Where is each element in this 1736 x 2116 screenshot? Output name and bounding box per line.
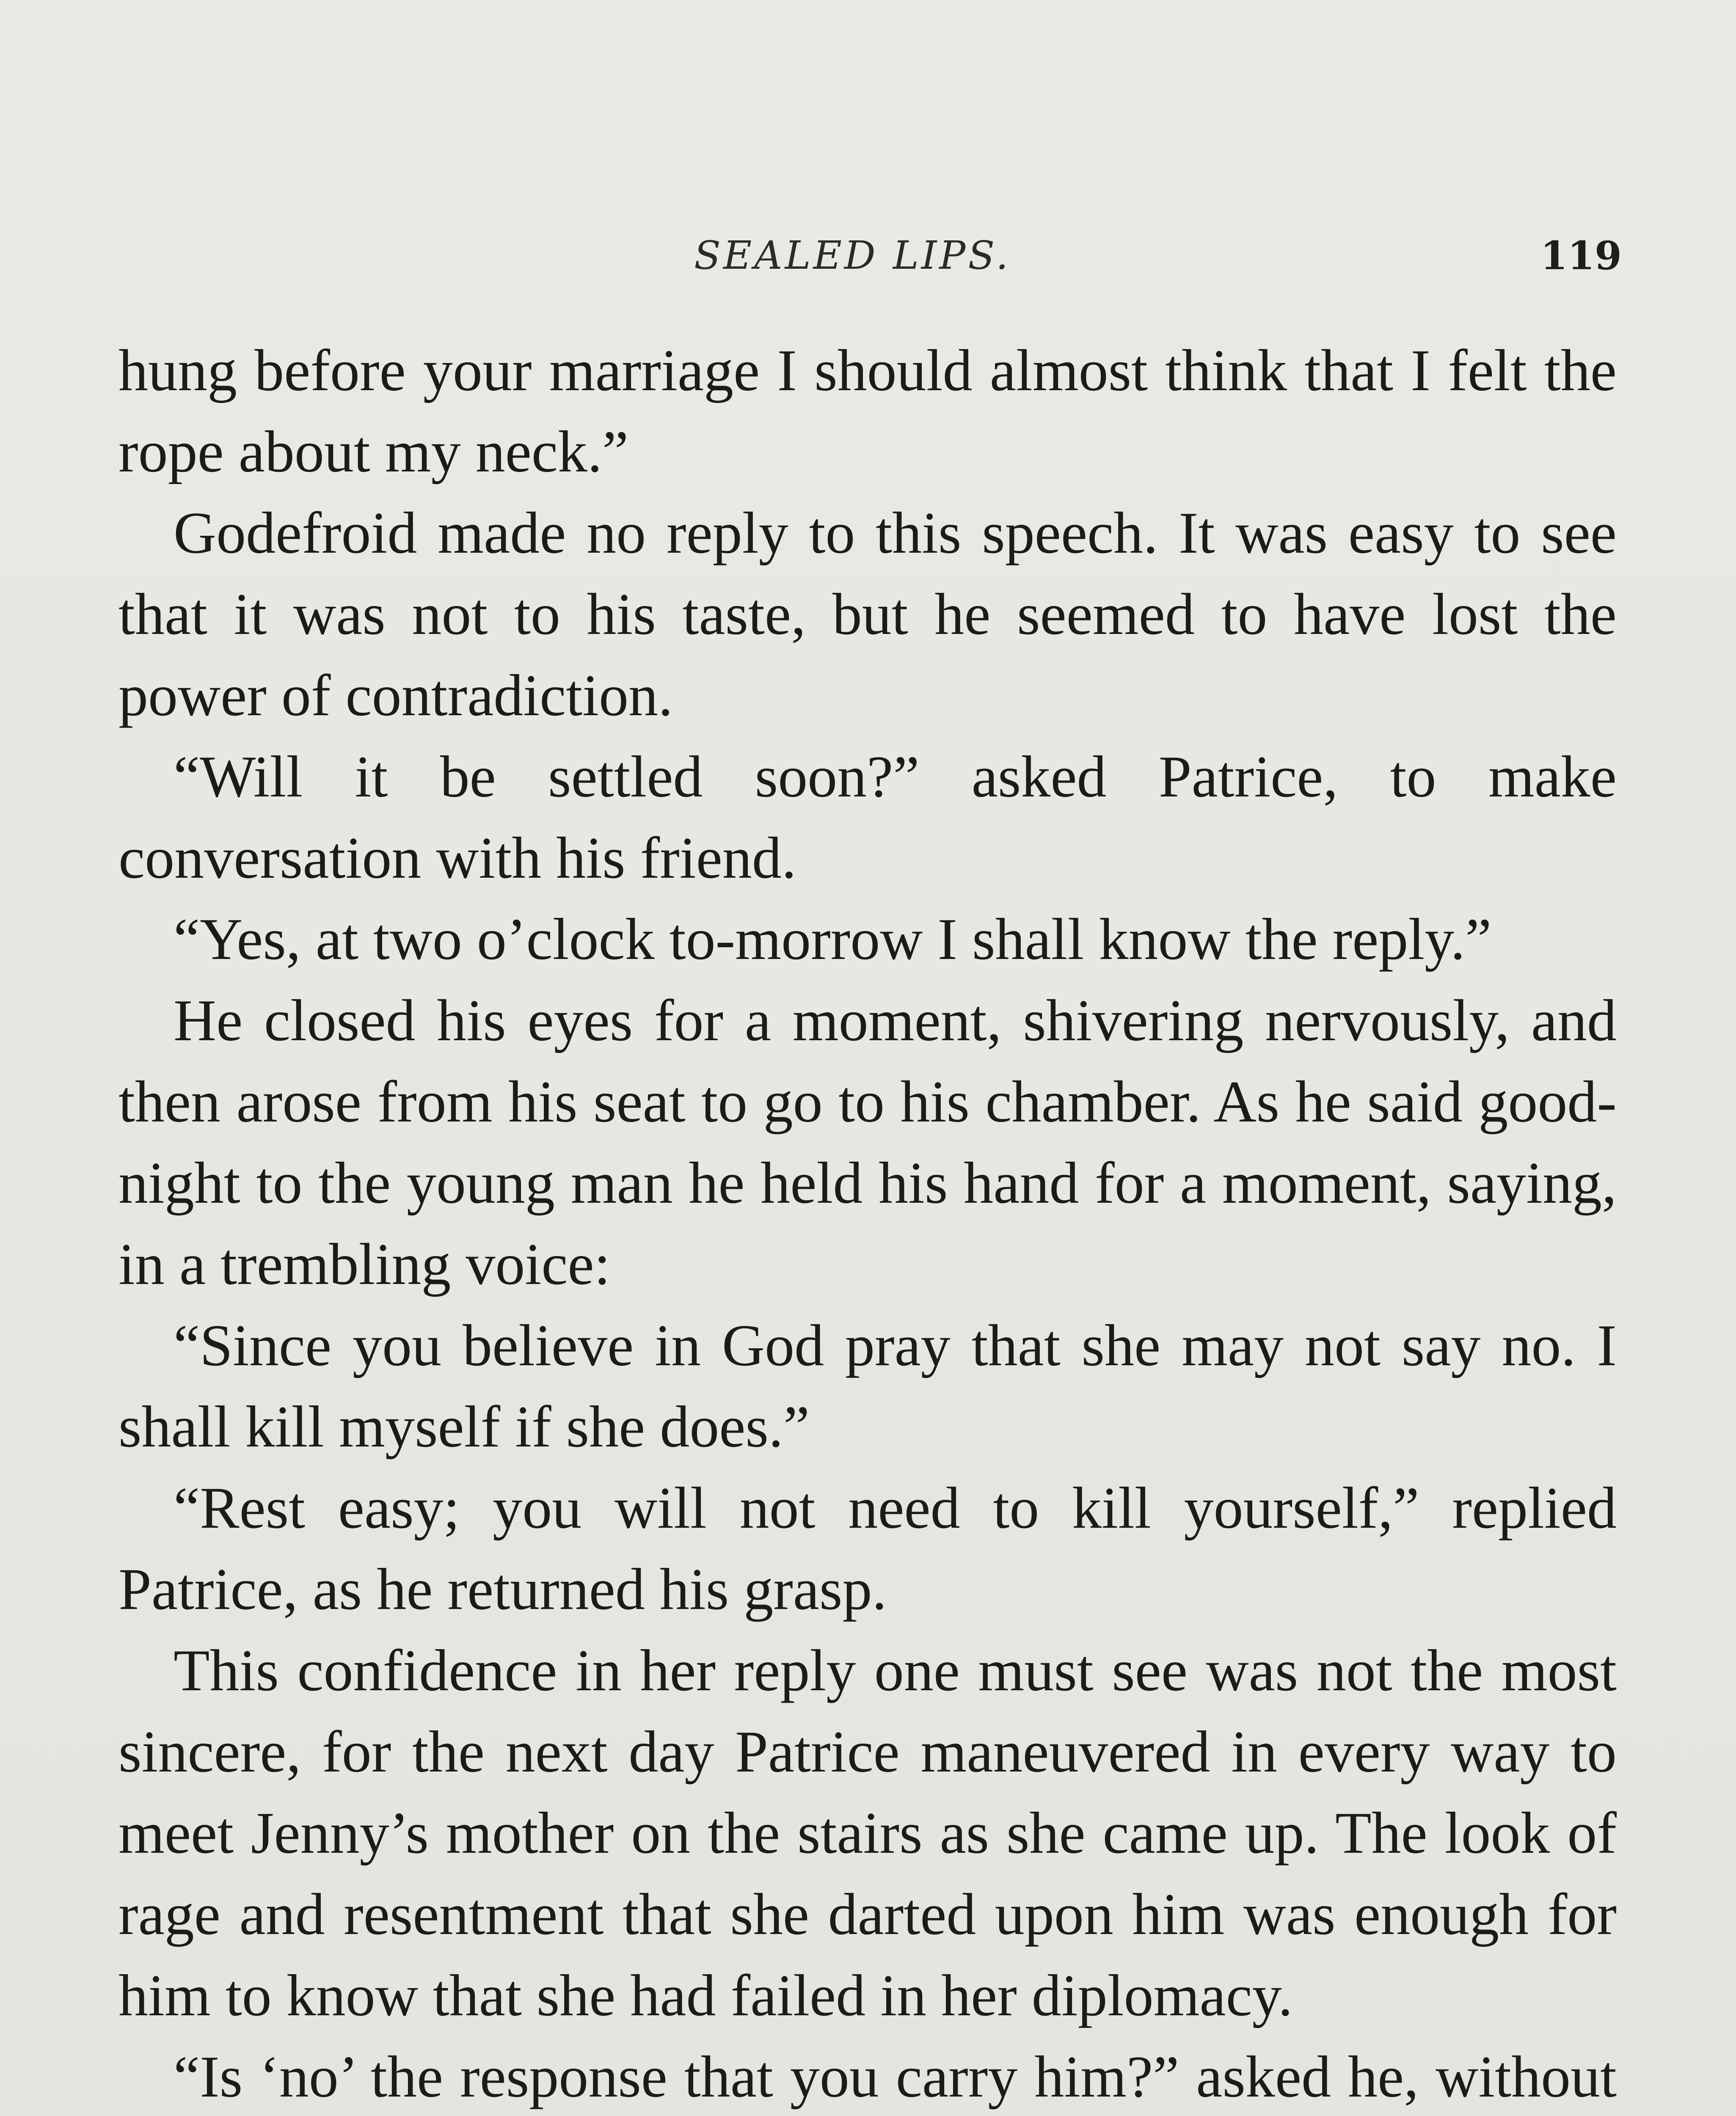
body-text xyxy=(118,330,1617,2116)
page-number: 119 xyxy=(1540,233,1622,278)
running-title: SEALED LIPS. xyxy=(694,233,1011,278)
paragraph: “Will it be settled soon?” asked Patrice, to make conversation with his friend. xyxy=(118,744,1617,891)
paragraph: hung before your marriage I should almost think that I felt the rope about my neck.” xyxy=(118,338,1617,485)
paragraph: “Is ‘no’ the response that you carry him?” asked he, without xyxy=(174,2044,1617,2110)
paragraph: Godefroid made no reply to this speech. It was easy to see that it was not to his taste, but he seemed to have lost the power of contradiction. xyxy=(118,500,1617,728)
page-header xyxy=(0,220,1736,288)
paragraph: He closed his eyes for a moment, shivering nervously, and then arose from his seat to go to his chamber. As he said good-night to the young man he held his hand for a moment, saying, in a trembling voice: xyxy=(118,988,1617,1297)
paragraph: This confidence in her reply one must see was not the most sincere, for the next day Patrice maneuvered in every way to meet Jenny’s mother on the stairs as she came up. The look of rage and resentment that she darted upon him was enough for him to know that she had failed in her diplomacy. xyxy=(118,1638,1617,2028)
paragraph: “Rest easy; you will not need to kill yourself,” replied Patrice, as he returned his grasp. xyxy=(118,1475,1617,1622)
paragraph: “Since you believe in God pray that she may not say no. I shall kill myself if she does.” xyxy=(118,1313,1617,1460)
paragraph: “Yes, at two o’clock to-morrow I shall know the reply.” xyxy=(174,906,1492,972)
